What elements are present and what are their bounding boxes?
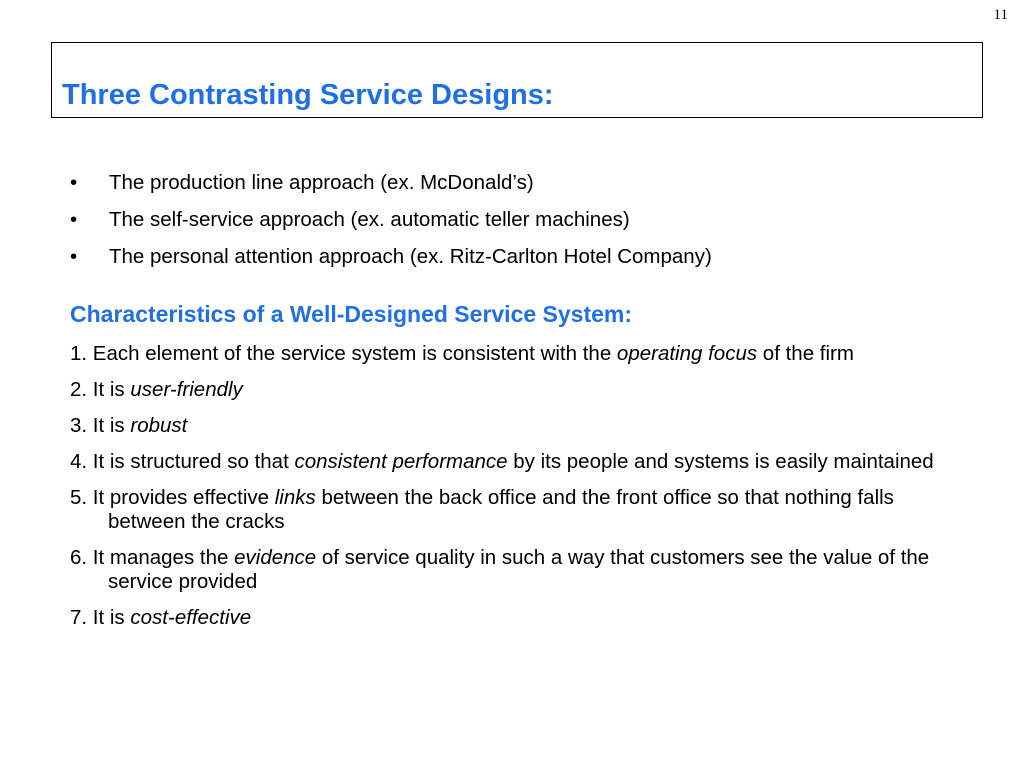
- section-heading: Characteristics of a Well-Designed Service System:: [70, 301, 633, 327]
- characteristic-text: by its people and systems is easily maintained: [507, 450, 934, 473]
- bullet-marker: •: [70, 245, 78, 268]
- characteristic-text: 5. It provides effective: [70, 486, 275, 509]
- list-item: [70, 201, 712, 238]
- characteristic-text: 1. Each element of the service system is consistent with the: [70, 342, 617, 365]
- characteristic-item: [70, 378, 950, 402]
- characteristic-emphasis: robust: [130, 414, 188, 437]
- characteristic-emphasis: consistent performance: [294, 450, 508, 473]
- characteristic-item: [70, 486, 950, 534]
- characteristic-item: [70, 450, 950, 474]
- characteristic-emphasis: operating focus: [616, 342, 758, 365]
- title-box: [51, 42, 983, 118]
- list-item: [70, 164, 712, 201]
- characteristic-text: 7. It is: [70, 606, 131, 629]
- characteristic-text: 4. It is structured so that: [70, 450, 295, 473]
- page-number: 11: [993, 7, 1008, 23]
- characteristic-item: [70, 414, 950, 438]
- list-item-text: The personal attention approach (ex. Ritz-Carlton Hotel Company): [109, 245, 712, 268]
- list-item-text: The self-service approach (ex. automatic teller machines): [109, 208, 630, 231]
- characteristic-emphasis: links: [274, 486, 316, 509]
- bullet-marker: •: [70, 208, 78, 231]
- list-item-text: The production line approach (ex. McDonald’s): [109, 171, 534, 194]
- list-item: [70, 238, 712, 275]
- characteristic-emphasis: user-friendly: [130, 378, 243, 401]
- characteristic-text: of service quality in such a way that customers see the value of the service provided: [108, 546, 930, 593]
- characteristic-item: [70, 606, 950, 630]
- characteristic-item: [70, 342, 950, 366]
- bullet-marker: •: [70, 171, 78, 194]
- service-design-list: [70, 164, 712, 275]
- characteristic-item: [70, 546, 950, 594]
- characteristics-list: [70, 342, 950, 642]
- characteristic-text: 6. It manages the: [70, 546, 235, 569]
- characteristic-emphasis: evidence: [234, 546, 317, 569]
- characteristic-text: between the back office and the front office so that nothing falls between the cracks: [108, 486, 894, 533]
- characteristic-emphasis: cost-effective: [130, 606, 252, 629]
- characteristic-text: of the firm: [757, 342, 854, 365]
- slide-title: Three Contrasting Service Designs:: [62, 79, 554, 111]
- characteristic-text: 3. It is: [70, 414, 131, 437]
- characteristic-text: 2. It is: [70, 378, 131, 401]
